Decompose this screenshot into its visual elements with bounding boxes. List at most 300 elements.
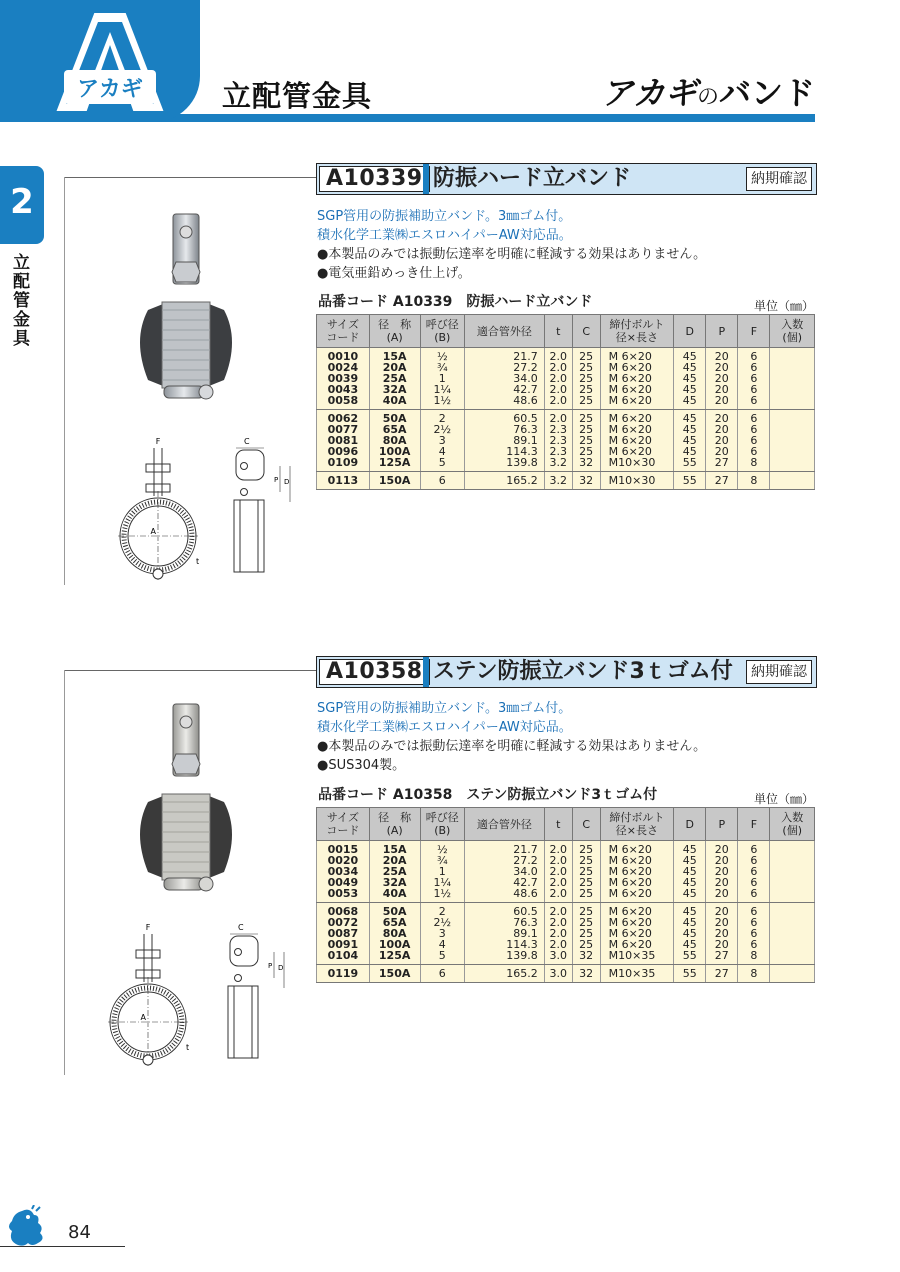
column-header: 適合管外径 (465, 315, 545, 348)
cell-value: 27 (714, 967, 729, 980)
cell-value: M10×35 (608, 949, 656, 962)
delivery-check-badge: 納期確認 (746, 660, 812, 684)
cell-value: 6 (750, 887, 758, 900)
table-cell (544, 472, 572, 490)
cell-value: 6 (438, 967, 446, 980)
cell-value: M 6×20 (608, 434, 652, 447)
cell-value: 42.7 (513, 876, 538, 889)
cell-value: 42.7 (513, 383, 538, 396)
cell-value: 4 (438, 938, 446, 951)
cell-value: M 6×20 (608, 916, 652, 929)
page-title: 立配管金具 (222, 79, 373, 113)
table-cell (572, 841, 600, 903)
cell-value: 80A (382, 434, 407, 447)
cell-value: 89.1 (513, 927, 538, 940)
cell-value: M 6×20 (608, 372, 652, 385)
cell-value: 50A (382, 905, 407, 918)
table-cell (674, 348, 706, 410)
cell-value: 20 (714, 843, 729, 856)
cell-value: 25A (382, 372, 407, 385)
cell-value: 6 (750, 423, 758, 436)
cell-value: 32 (579, 474, 594, 487)
cell-value: 55 (682, 456, 697, 469)
cell-value: 25 (579, 887, 594, 900)
table-cell (706, 348, 738, 410)
table-cell (738, 348, 770, 410)
cell-value: 25 (579, 350, 594, 363)
table-cell (544, 841, 572, 903)
cell-value: 4 (438, 445, 446, 458)
column-header: 適合管外径 (465, 808, 545, 841)
cell-value: 20 (714, 445, 729, 458)
unit-label: 単位（㎜） (753, 792, 814, 806)
frame-left-line (64, 177, 65, 585)
table-header-row (317, 808, 815, 841)
cell-value: 5 (438, 949, 446, 962)
desc-line: 積水化学工業㈱エスロハイパーAW対応品。 (317, 720, 572, 735)
table-cell (706, 903, 738, 965)
cell-value: 2.3 (549, 423, 567, 436)
table-row-group (317, 348, 815, 410)
dim-a-label: A (150, 527, 156, 536)
cell-value: 2 (438, 905, 446, 918)
cell-value: M 6×20 (608, 423, 652, 436)
dim-c-label: C (244, 437, 250, 446)
dim-d-label: D (284, 478, 290, 486)
product-title-bar (316, 163, 817, 195)
table-cell (465, 410, 545, 472)
cell-value: 55 (682, 474, 697, 487)
table-cell (369, 348, 420, 410)
cell-value: 25 (579, 423, 594, 436)
table-cell (317, 348, 370, 410)
stainless-band-photo-icon (128, 702, 238, 902)
page-number: 84 (68, 1222, 91, 1243)
cell-value: 2.3 (549, 434, 567, 447)
cell-value: 6 (750, 865, 758, 878)
table-cell (572, 410, 600, 472)
column-header: 入数 (個) (770, 315, 815, 348)
table-cell (738, 903, 770, 965)
table-cell (420, 841, 465, 903)
cell-value: 2.0 (549, 854, 567, 867)
title-accent (423, 164, 429, 194)
cell-value: 32A (382, 876, 407, 889)
cell-value: 45 (682, 887, 697, 900)
cell-value: 100A (378, 938, 411, 951)
cell-value: 45 (682, 423, 697, 436)
column-header: P (706, 315, 738, 348)
quantity-cell (770, 472, 815, 490)
table-cell (465, 348, 545, 410)
cell-value: M 6×20 (608, 843, 652, 856)
brand-tail: バンド (718, 74, 815, 112)
product-code: A10339 (319, 166, 430, 192)
cell-value: 20 (714, 350, 729, 363)
cell-value: 0034 (327, 865, 359, 878)
cell-value: 60.5 (513, 412, 538, 425)
desc-line: ●SUS304製。 (317, 758, 406, 773)
table-cell (706, 965, 738, 983)
cell-value: 2½ (433, 916, 452, 929)
column-header: 径 称 (A) (369, 808, 420, 841)
cell-value: 20A (382, 854, 407, 867)
table-cell (738, 410, 770, 472)
table-cell (465, 841, 545, 903)
cell-value: 27 (714, 949, 729, 962)
cell-value: 45 (682, 938, 697, 951)
table-cell (600, 348, 674, 410)
dim-p-label: P (268, 962, 273, 970)
table-cell (706, 841, 738, 903)
cell-value: ¾ (436, 854, 448, 867)
product-description (317, 699, 706, 775)
cell-value: 25 (579, 361, 594, 374)
cell-value: 150A (378, 474, 411, 487)
cell-value: 20 (714, 854, 729, 867)
table-row-group (317, 965, 815, 983)
cell-value: 2.0 (549, 887, 567, 900)
cell-value: 0043 (327, 383, 359, 396)
cell-value: 55 (682, 949, 697, 962)
quantity-cell (770, 841, 815, 903)
cell-value: 3.0 (549, 967, 567, 980)
cell-value: 6 (750, 383, 758, 396)
desc-line: SGP管用の防振補助立バンド。3㎜ゴム付。 (317, 701, 572, 716)
table-cell (317, 965, 370, 983)
table-cell (572, 903, 600, 965)
column-header: 締付ボルト 径×長さ (600, 808, 674, 841)
akagi-logo-icon (50, 12, 170, 112)
dragon-mascot-icon (0, 1205, 52, 1247)
cell-value: 20 (714, 927, 729, 940)
cell-value: 2.0 (549, 372, 567, 385)
cell-value: 6 (750, 394, 758, 407)
cell-value: 25 (579, 394, 594, 407)
cell-value: 20 (714, 916, 729, 929)
column-header: 径 称 (A) (369, 315, 420, 348)
front-view-drawing (98, 922, 198, 1068)
column-header: t (544, 315, 572, 348)
cell-value: 6 (750, 876, 758, 889)
cell-value: 32 (579, 949, 594, 962)
table-cell (674, 410, 706, 472)
cell-value: 20 (714, 383, 729, 396)
cell-value: 2.0 (549, 938, 567, 951)
band-photo-icon (128, 210, 238, 410)
table-row-group (317, 841, 815, 903)
cell-value: 25 (579, 905, 594, 918)
desc-line: SGP管用の防振補助立バンド。3㎜ゴム付。 (317, 209, 572, 224)
cell-value: 125A (378, 949, 411, 962)
table-cell (674, 903, 706, 965)
cell-value: 1½ (433, 394, 452, 407)
cell-value: 125A (378, 456, 411, 469)
cell-value: 89.1 (513, 434, 538, 447)
quantity-cell (770, 348, 815, 410)
table-cell (369, 965, 420, 983)
cell-value: 60.5 (513, 905, 538, 918)
cell-value: ¾ (436, 361, 448, 374)
cell-value: 2.0 (549, 876, 567, 889)
cell-value: 2.0 (549, 927, 567, 940)
cell-value: 0113 (327, 474, 359, 487)
cell-value: 27 (714, 474, 729, 487)
product-code: A10358 (319, 659, 430, 685)
cell-value: M10×30 (608, 456, 656, 469)
cell-value: 0119 (327, 967, 359, 980)
column-header: P (706, 808, 738, 841)
cell-value: M 6×20 (608, 383, 652, 396)
cell-value: 55 (682, 967, 697, 980)
cell-value: 100A (378, 445, 411, 458)
cell-value: M 6×20 (608, 445, 652, 458)
dim-t-label: t (186, 1043, 190, 1052)
chapter-number: 2 (10, 182, 34, 222)
table-cell (369, 841, 420, 903)
cell-value: 45 (682, 865, 697, 878)
cell-value: 0072 (327, 916, 359, 929)
product-name: ステン防振立バンド3ｔゴム付 (433, 659, 733, 684)
cell-value: 0077 (327, 423, 359, 436)
cell-value: 0024 (327, 361, 359, 374)
table-row-group (317, 472, 815, 490)
brand-title (601, 68, 815, 114)
cell-value: 6 (750, 434, 758, 447)
table-cell (600, 410, 674, 472)
table-cell (738, 472, 770, 490)
cell-value: 6 (750, 905, 758, 918)
dim-c-label: C (238, 923, 244, 932)
column-header: サイズ コード (317, 808, 370, 841)
cell-value: 8 (750, 949, 758, 962)
quantity-cell (770, 965, 815, 983)
column-header: サイズ コード (317, 315, 370, 348)
cell-value: 2.0 (549, 905, 567, 918)
cell-value: 45 (682, 905, 697, 918)
cell-value: 2 (438, 412, 446, 425)
cell-value: 0081 (327, 434, 359, 447)
akagi-logo (0, 0, 200, 122)
cell-value: 45 (682, 383, 697, 396)
column-header: 呼び径 (B) (420, 808, 465, 841)
table-cell (544, 965, 572, 983)
quantity-cell (770, 903, 815, 965)
table-cell (706, 410, 738, 472)
cell-value: 3 (438, 434, 446, 447)
column-header: C (572, 808, 600, 841)
cell-value: 2.0 (549, 916, 567, 929)
cell-value: 25 (579, 412, 594, 425)
table-cell (317, 410, 370, 472)
cell-value: 1¼ (433, 383, 452, 396)
cell-value: M 6×20 (608, 361, 652, 374)
product-name: 防振ハード立バンド (433, 166, 632, 191)
cell-value: 32 (579, 967, 594, 980)
cell-value: 27 (714, 456, 729, 469)
cell-value: 0109 (327, 456, 359, 469)
column-header: 呼び径 (B) (420, 315, 465, 348)
cell-value: M 6×20 (608, 412, 652, 425)
cell-value: 2.0 (549, 361, 567, 374)
cell-value: ½ (436, 843, 448, 856)
cell-value: 5 (438, 456, 446, 469)
cell-value: 48.6 (513, 887, 538, 900)
cell-value: 48.6 (513, 394, 538, 407)
dim-p-label: P (274, 476, 279, 484)
table-cell (674, 965, 706, 983)
column-header: F (738, 808, 770, 841)
cell-value: 20 (714, 876, 729, 889)
cell-value: 50A (382, 412, 407, 425)
desc-line: ●本製品のみでは振動伝達率を明確に軽減する効果はありません。 (317, 739, 707, 754)
table-cell (544, 903, 572, 965)
cell-value: 1½ (433, 887, 452, 900)
cell-value: 45 (682, 372, 697, 385)
cell-value: 8 (750, 456, 758, 469)
logo-text: アカギ (77, 77, 143, 102)
table-cell (572, 348, 600, 410)
cell-value: 0053 (327, 887, 359, 900)
chapter-label: 立配管金具 (13, 253, 30, 349)
table-cell (465, 965, 545, 983)
dim-a-label: A (140, 1013, 146, 1022)
cell-value: 6 (750, 350, 758, 363)
table-caption: 品番コード A10339 防振ハード立バンド (318, 294, 593, 310)
cell-value: 1 (438, 372, 446, 385)
table-row-group (317, 903, 815, 965)
cell-value: 0087 (327, 927, 359, 940)
cell-value: 2.0 (549, 383, 567, 396)
cell-value: 6 (750, 412, 758, 425)
cell-value: 6 (750, 843, 758, 856)
cell-value: 25 (579, 854, 594, 867)
title-accent (423, 657, 429, 687)
footer-rule (0, 1246, 125, 1247)
side-view-drawing (216, 922, 288, 1068)
cell-value: 25 (579, 843, 594, 856)
cell-value: 0096 (327, 445, 359, 458)
cell-value: 25 (579, 445, 594, 458)
cell-value: 20 (714, 361, 729, 374)
desc-line: 積水化学工業㈱エスロハイパーAW対応品。 (317, 228, 572, 243)
cell-value: 114.3 (506, 445, 538, 458)
cell-value: 40A (382, 394, 407, 407)
cell-value: 3.2 (549, 456, 567, 469)
cell-value: 20 (714, 394, 729, 407)
spec-table (316, 314, 815, 490)
cell-value: 0068 (327, 905, 359, 918)
cell-value: 45 (682, 350, 697, 363)
page-footer (0, 1205, 125, 1247)
cell-value: 139.8 (506, 456, 538, 469)
cell-value: 0062 (327, 412, 359, 425)
cell-value: 2½ (433, 423, 452, 436)
cell-value: 2.0 (549, 865, 567, 878)
cell-value: 40A (382, 887, 407, 900)
cell-value: 15A (382, 843, 407, 856)
cell-value: M 6×20 (608, 938, 652, 951)
table-cell (572, 965, 600, 983)
cell-value: 45 (682, 854, 697, 867)
cell-value: 65A (382, 916, 407, 929)
table-cell (572, 472, 600, 490)
cell-value: 27.2 (513, 854, 538, 867)
cell-value: 3 (438, 927, 446, 940)
cell-value: 76.3 (513, 423, 538, 436)
cell-value: 3.0 (549, 949, 567, 962)
cell-value: 6 (750, 372, 758, 385)
cell-value: 32 (579, 456, 594, 469)
cell-value: 20 (714, 865, 729, 878)
table-cell (317, 841, 370, 903)
cell-value: 45 (682, 361, 697, 374)
cell-value: 45 (682, 434, 697, 447)
desc-line: ●電気亜鉛めっき仕上げ。 (317, 266, 471, 281)
cell-value: 6 (438, 474, 446, 487)
cell-value: 45 (682, 412, 697, 425)
product-title-bar (316, 656, 817, 688)
cell-value: 0020 (327, 854, 359, 867)
cell-value: 0058 (327, 394, 359, 407)
cell-value: M10×30 (608, 474, 656, 487)
cell-value: M 6×20 (608, 905, 652, 918)
cell-value: ½ (436, 350, 448, 363)
frame-top-line (64, 177, 316, 178)
quantity-cell (770, 410, 815, 472)
spec-table (316, 807, 815, 983)
cell-value: 0039 (327, 372, 359, 385)
cell-value: 45 (682, 394, 697, 407)
table-cell (544, 348, 572, 410)
cell-value: 25A (382, 865, 407, 878)
cell-value: 45 (682, 876, 697, 889)
cell-value: 25 (579, 916, 594, 929)
column-header: 入数 (個) (770, 808, 815, 841)
cell-value: M 6×20 (608, 350, 652, 363)
table-cell (738, 965, 770, 983)
cell-value: 34.0 (513, 372, 538, 385)
cell-value: 2.0 (549, 394, 567, 407)
cell-value: 76.3 (513, 916, 538, 929)
column-header: t (544, 808, 572, 841)
delivery-check-badge: 納期確認 (746, 167, 812, 191)
cell-value: 165.2 (506, 474, 538, 487)
cell-value: 2.0 (549, 350, 567, 363)
brand-main: アカギ (601, 74, 697, 112)
cell-value: 45 (682, 927, 697, 940)
table-cell (738, 841, 770, 903)
cell-value: M 6×20 (608, 887, 652, 900)
dim-f-label: F (155, 437, 161, 446)
table-cell (420, 348, 465, 410)
cell-value: 20A (382, 361, 407, 374)
cell-value: 25 (579, 372, 594, 385)
table-cell (674, 472, 706, 490)
cell-value: 6 (750, 916, 758, 929)
cell-value: 21.7 (513, 843, 538, 856)
table-caption: 品番コード A10358 ステン防振立バンド3ｔゴム付 (318, 787, 658, 803)
product-description (317, 207, 706, 283)
brand-no: の (696, 85, 719, 110)
cell-value: 25 (579, 927, 594, 940)
table-cell (600, 841, 674, 903)
column-header: F (738, 315, 770, 348)
desc-line: ●本製品のみでは振動伝達率を明確に軽減する効果はありません。 (317, 247, 707, 262)
front-view-drawing (108, 436, 208, 582)
table-cell (420, 410, 465, 472)
cell-value: 139.8 (506, 949, 538, 962)
